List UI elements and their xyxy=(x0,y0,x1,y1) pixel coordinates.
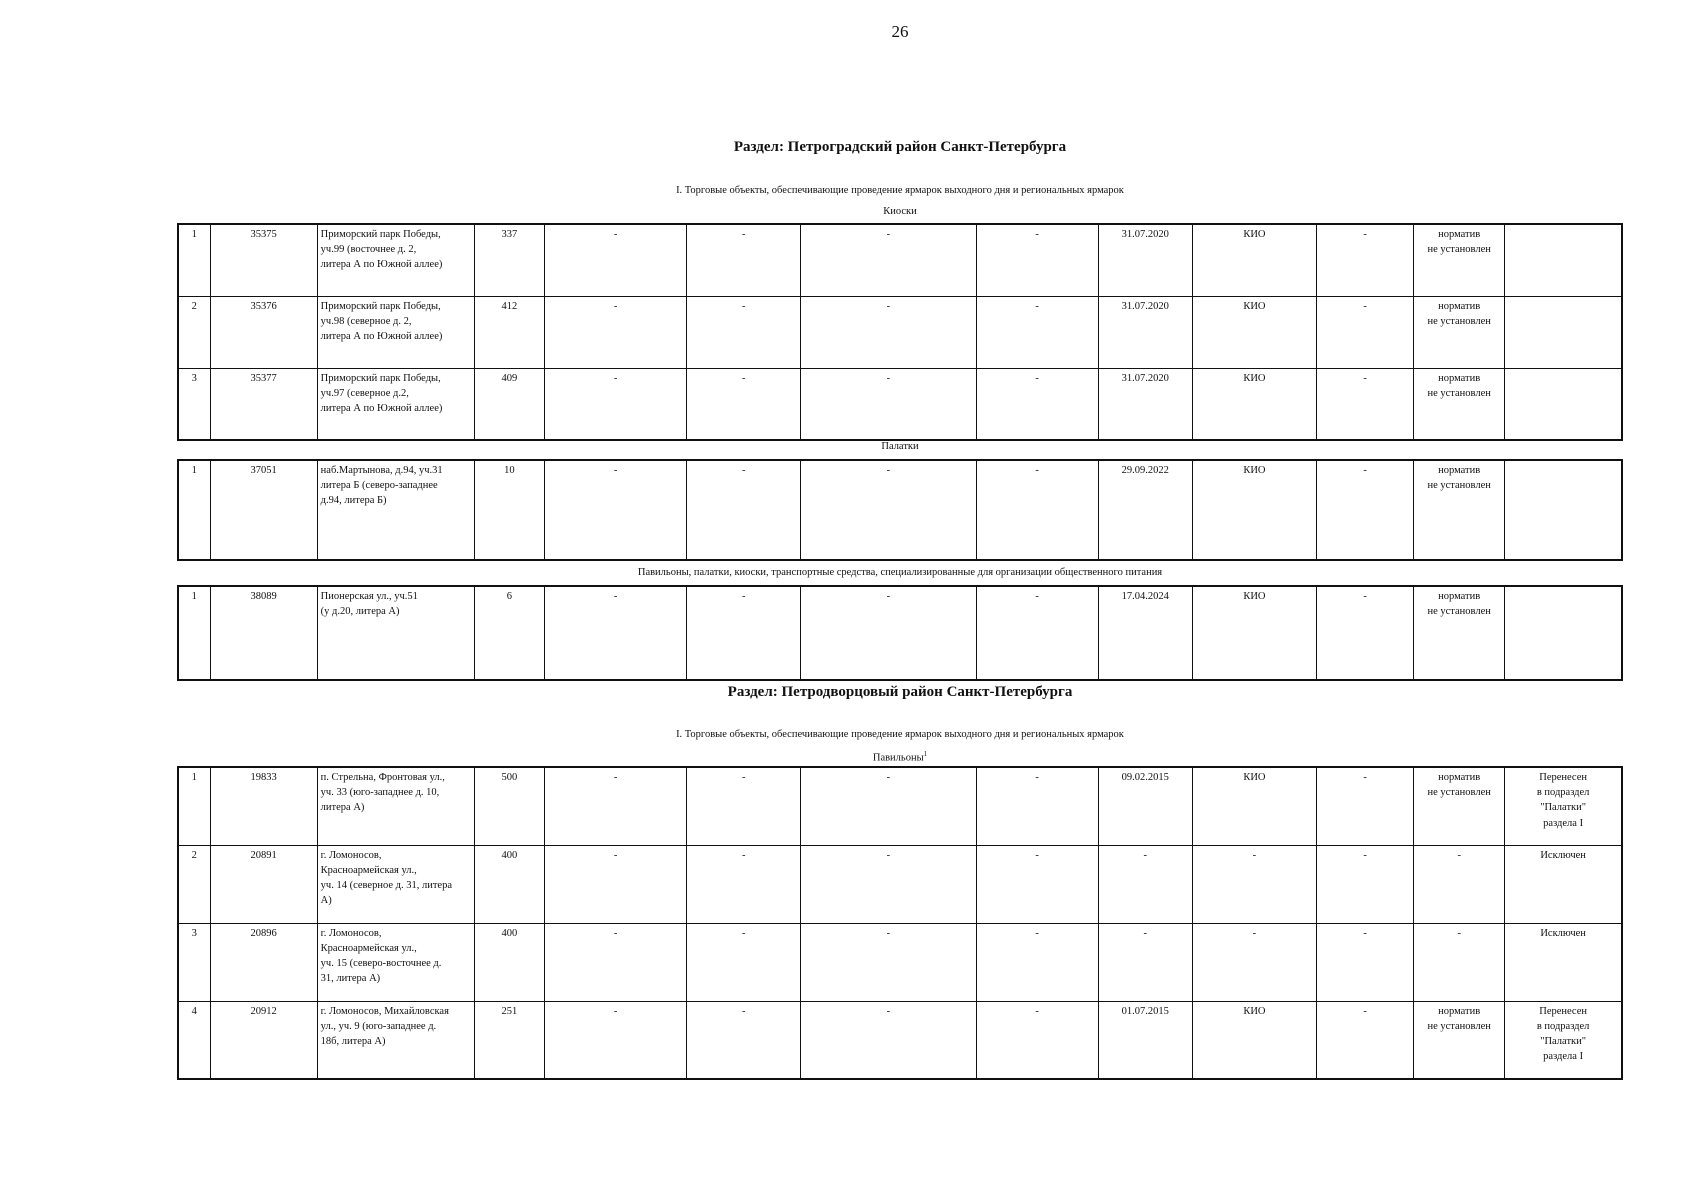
table-row xyxy=(178,1001,1622,1079)
cell-area: 412 xyxy=(474,296,544,368)
cell-col-11: - xyxy=(1317,767,1414,845)
cell-col-11: - xyxy=(1317,368,1414,440)
cell-col-7: - xyxy=(801,767,976,845)
cell-col-8: - xyxy=(976,767,1098,845)
cell-col-5: - xyxy=(544,845,686,923)
cell-col-7: - xyxy=(801,923,976,1001)
footnote-mark: 1 xyxy=(923,750,928,758)
cell-area: 337 xyxy=(474,224,544,296)
cell-object-id: 20912 xyxy=(210,1001,317,1079)
cell-object-id: 20891 xyxy=(210,845,317,923)
cell-col-8: - xyxy=(976,460,1098,560)
table-row xyxy=(178,767,1622,845)
cell-col-11: - xyxy=(1317,460,1414,560)
cell-date: - xyxy=(1098,923,1192,1001)
cell-col-5: - xyxy=(544,767,686,845)
cell-norm: - xyxy=(1414,845,1505,923)
cell-object-id: 35376 xyxy=(210,296,317,368)
cell-area: 400 xyxy=(474,845,544,923)
cell-area: 10 xyxy=(474,460,544,560)
cell-col-6: - xyxy=(687,1001,801,1079)
cell-note xyxy=(1505,224,1622,296)
cell-col-7: - xyxy=(801,460,976,560)
section-subtitle: I. Торговые объекты, обеспечивающие проведение ярмарок выходного дня и региональных ярмарок xyxy=(676,185,1124,196)
cell-note: Перенесен в подраздел "Палатки" раздела I xyxy=(1505,767,1622,845)
cell-row-index: 3 xyxy=(178,368,210,440)
cell-address: г. Ломоносов, Красноармейская ул., уч. 14 (северное д. 31, литера А) xyxy=(317,845,474,923)
cell-row-index: 1 xyxy=(178,460,210,560)
cell-row-index: 1 xyxy=(178,767,210,845)
cell-col-7: - xyxy=(801,368,976,440)
cell-area: 6 xyxy=(474,586,544,680)
cell-address: наб.Мартынова, д.94, уч.31 литера Б (северо-западнее д.94, литера Б) xyxy=(317,460,474,560)
cell-norm: норматив не установлен xyxy=(1414,586,1505,680)
cell-col-6: - xyxy=(687,460,801,560)
cell-object-id: 20896 xyxy=(210,923,317,1001)
cell-object-id: 38089 xyxy=(210,586,317,680)
cell-norm: норматив не установлен xyxy=(1414,368,1505,440)
cell-col-5: - xyxy=(544,923,686,1001)
group-label: Павильоны, палатки, киоски, транспортные средства, специализированные для организации общественного питания xyxy=(637,567,1163,578)
cell-area: 251 xyxy=(474,1001,544,1079)
cell-address: г. Ломоносов, Михайловская ул., уч. 9 (юго-западнее д. 18б, литера А) xyxy=(317,1001,474,1079)
cell-note: Исключен xyxy=(1505,923,1622,1001)
table-row xyxy=(178,224,1622,296)
cell-note: Исключен xyxy=(1505,845,1622,923)
cell-row-index: 2 xyxy=(178,296,210,368)
cell-address: п. Стрельна, Фронтовая ул., уч. 33 (юго-западнее д. 10, литера А) xyxy=(317,767,474,845)
cell-address: Приморский парк Победы, уч.99 (восточнее д. 2, литера А по Южной аллее) xyxy=(317,224,474,296)
cell-col-11: - xyxy=(1317,845,1414,923)
cell-col-11: - xyxy=(1317,923,1414,1001)
data-table xyxy=(177,459,1623,561)
cell-row-index: 1 xyxy=(178,224,210,296)
cell-owner: КИО xyxy=(1192,224,1316,296)
cell-area: 409 xyxy=(474,368,544,440)
cell-col-8: - xyxy=(976,923,1098,1001)
cell-col-11: - xyxy=(1317,1001,1414,1079)
cell-note xyxy=(1505,296,1622,368)
cell-col-11: - xyxy=(1317,586,1414,680)
cell-owner: КИО xyxy=(1192,586,1316,680)
cell-owner: КИО xyxy=(1192,368,1316,440)
cell-date: 31.07.2020 xyxy=(1098,368,1192,440)
cell-area: 400 xyxy=(474,923,544,1001)
cell-col-8: - xyxy=(976,586,1098,680)
cell-col-6: - xyxy=(687,296,801,368)
cell-owner: КИО xyxy=(1192,767,1316,845)
page-number: 26 xyxy=(891,22,909,41)
cell-note xyxy=(1505,368,1622,440)
cell-col-6: - xyxy=(687,767,801,845)
cell-col-6: - xyxy=(687,368,801,440)
cell-note xyxy=(1505,460,1622,560)
cell-owner: - xyxy=(1192,845,1316,923)
cell-norm: норматив не установлен xyxy=(1414,767,1505,845)
cell-address: г. Ломоносов, Красноармейская ул., уч. 15 (северо-восточнее д. 31, литера А) xyxy=(317,923,474,1001)
cell-col-7: - xyxy=(801,1001,976,1079)
cell-row-index: 3 xyxy=(178,923,210,1001)
cell-date: 17.04.2024 xyxy=(1098,586,1192,680)
cell-date: 29.09.2022 xyxy=(1098,460,1192,560)
data-table xyxy=(177,766,1623,1080)
cell-object-id: 35377 xyxy=(210,368,317,440)
cell-col-6: - xyxy=(687,224,801,296)
group-label: Киоски xyxy=(883,206,917,217)
cell-object-id: 19833 xyxy=(210,767,317,845)
section-title: Раздел: Петроградский район Санкт-Петербурга xyxy=(733,139,1067,155)
cell-col-7: - xyxy=(801,224,976,296)
cell-col-5: - xyxy=(544,460,686,560)
cell-col-5: - xyxy=(544,368,686,440)
cell-owner: КИО xyxy=(1192,1001,1316,1079)
cell-date: - xyxy=(1098,845,1192,923)
cell-object-id: 37051 xyxy=(210,460,317,560)
cell-col-5: - xyxy=(544,224,686,296)
cell-date: 01.07.2015 xyxy=(1098,1001,1192,1079)
cell-norm: норматив не установлен xyxy=(1414,460,1505,560)
cell-col-7: - xyxy=(801,845,976,923)
cell-col-11: - xyxy=(1317,224,1414,296)
cell-col-7: - xyxy=(801,586,976,680)
cell-norm: норматив не установлен xyxy=(1414,1001,1505,1079)
cell-col-5: - xyxy=(544,1001,686,1079)
table-row xyxy=(178,460,1622,560)
cell-owner: - xyxy=(1192,923,1316,1001)
group-label: Павильоны$^1$ xyxy=(872,750,928,764)
data-table xyxy=(177,585,1623,681)
cell-note: Перенесен в подраздел "Палатки" раздела I xyxy=(1505,1001,1622,1079)
cell-row-index: 1 xyxy=(178,586,210,680)
cell-col-8: - xyxy=(976,1001,1098,1079)
cell-col-8: - xyxy=(976,845,1098,923)
cell-col-5: - xyxy=(544,586,686,680)
cell-col-6: - xyxy=(687,923,801,1001)
cell-note xyxy=(1505,586,1622,680)
cell-row-index: 2 xyxy=(178,845,210,923)
table-row xyxy=(178,296,1622,368)
cell-col-5: - xyxy=(544,296,686,368)
cell-col-6: - xyxy=(687,586,801,680)
cell-col-7: - xyxy=(801,296,976,368)
cell-norm: норматив не установлен xyxy=(1414,296,1505,368)
cell-date: 31.07.2020 xyxy=(1098,224,1192,296)
cell-object-id: 35375 xyxy=(210,224,317,296)
cell-col-8: - xyxy=(976,296,1098,368)
group-label: Палатки xyxy=(881,441,919,452)
cell-address: Приморский парк Победы, уч.98 (северное д. 2, литера А по Южной аллее) xyxy=(317,296,474,368)
cell-col-8: - xyxy=(976,224,1098,296)
section-title: Раздел: Петродворцовый район Санкт-Петербурга xyxy=(727,684,1073,700)
table-row xyxy=(178,368,1622,440)
table-row xyxy=(178,845,1622,923)
cell-area: 500 xyxy=(474,767,544,845)
cell-date: 09.02.2015 xyxy=(1098,767,1192,845)
table-row xyxy=(178,923,1622,1001)
table-row xyxy=(178,586,1622,680)
cell-owner: КИО xyxy=(1192,296,1316,368)
cell-col-11: - xyxy=(1317,296,1414,368)
cell-col-6: - xyxy=(687,845,801,923)
cell-address: Приморский парк Победы, уч.97 (северное д.2, литера А по Южной аллее) xyxy=(317,368,474,440)
cell-col-8: - xyxy=(976,368,1098,440)
cell-owner: КИО xyxy=(1192,460,1316,560)
cell-norm: норматив не установлен xyxy=(1414,224,1505,296)
data-table xyxy=(177,223,1623,441)
cell-address: Пионерская ул., уч.51 (у д.20, литера А) xyxy=(317,586,474,680)
cell-row-index: 4 xyxy=(178,1001,210,1079)
cell-date: 31.07.2020 xyxy=(1098,296,1192,368)
cell-norm: - xyxy=(1414,923,1505,1001)
section-subtitle: I. Торговые объекты, обеспечивающие проведение ярмарок выходного дня и региональных ярмарок xyxy=(676,729,1124,740)
